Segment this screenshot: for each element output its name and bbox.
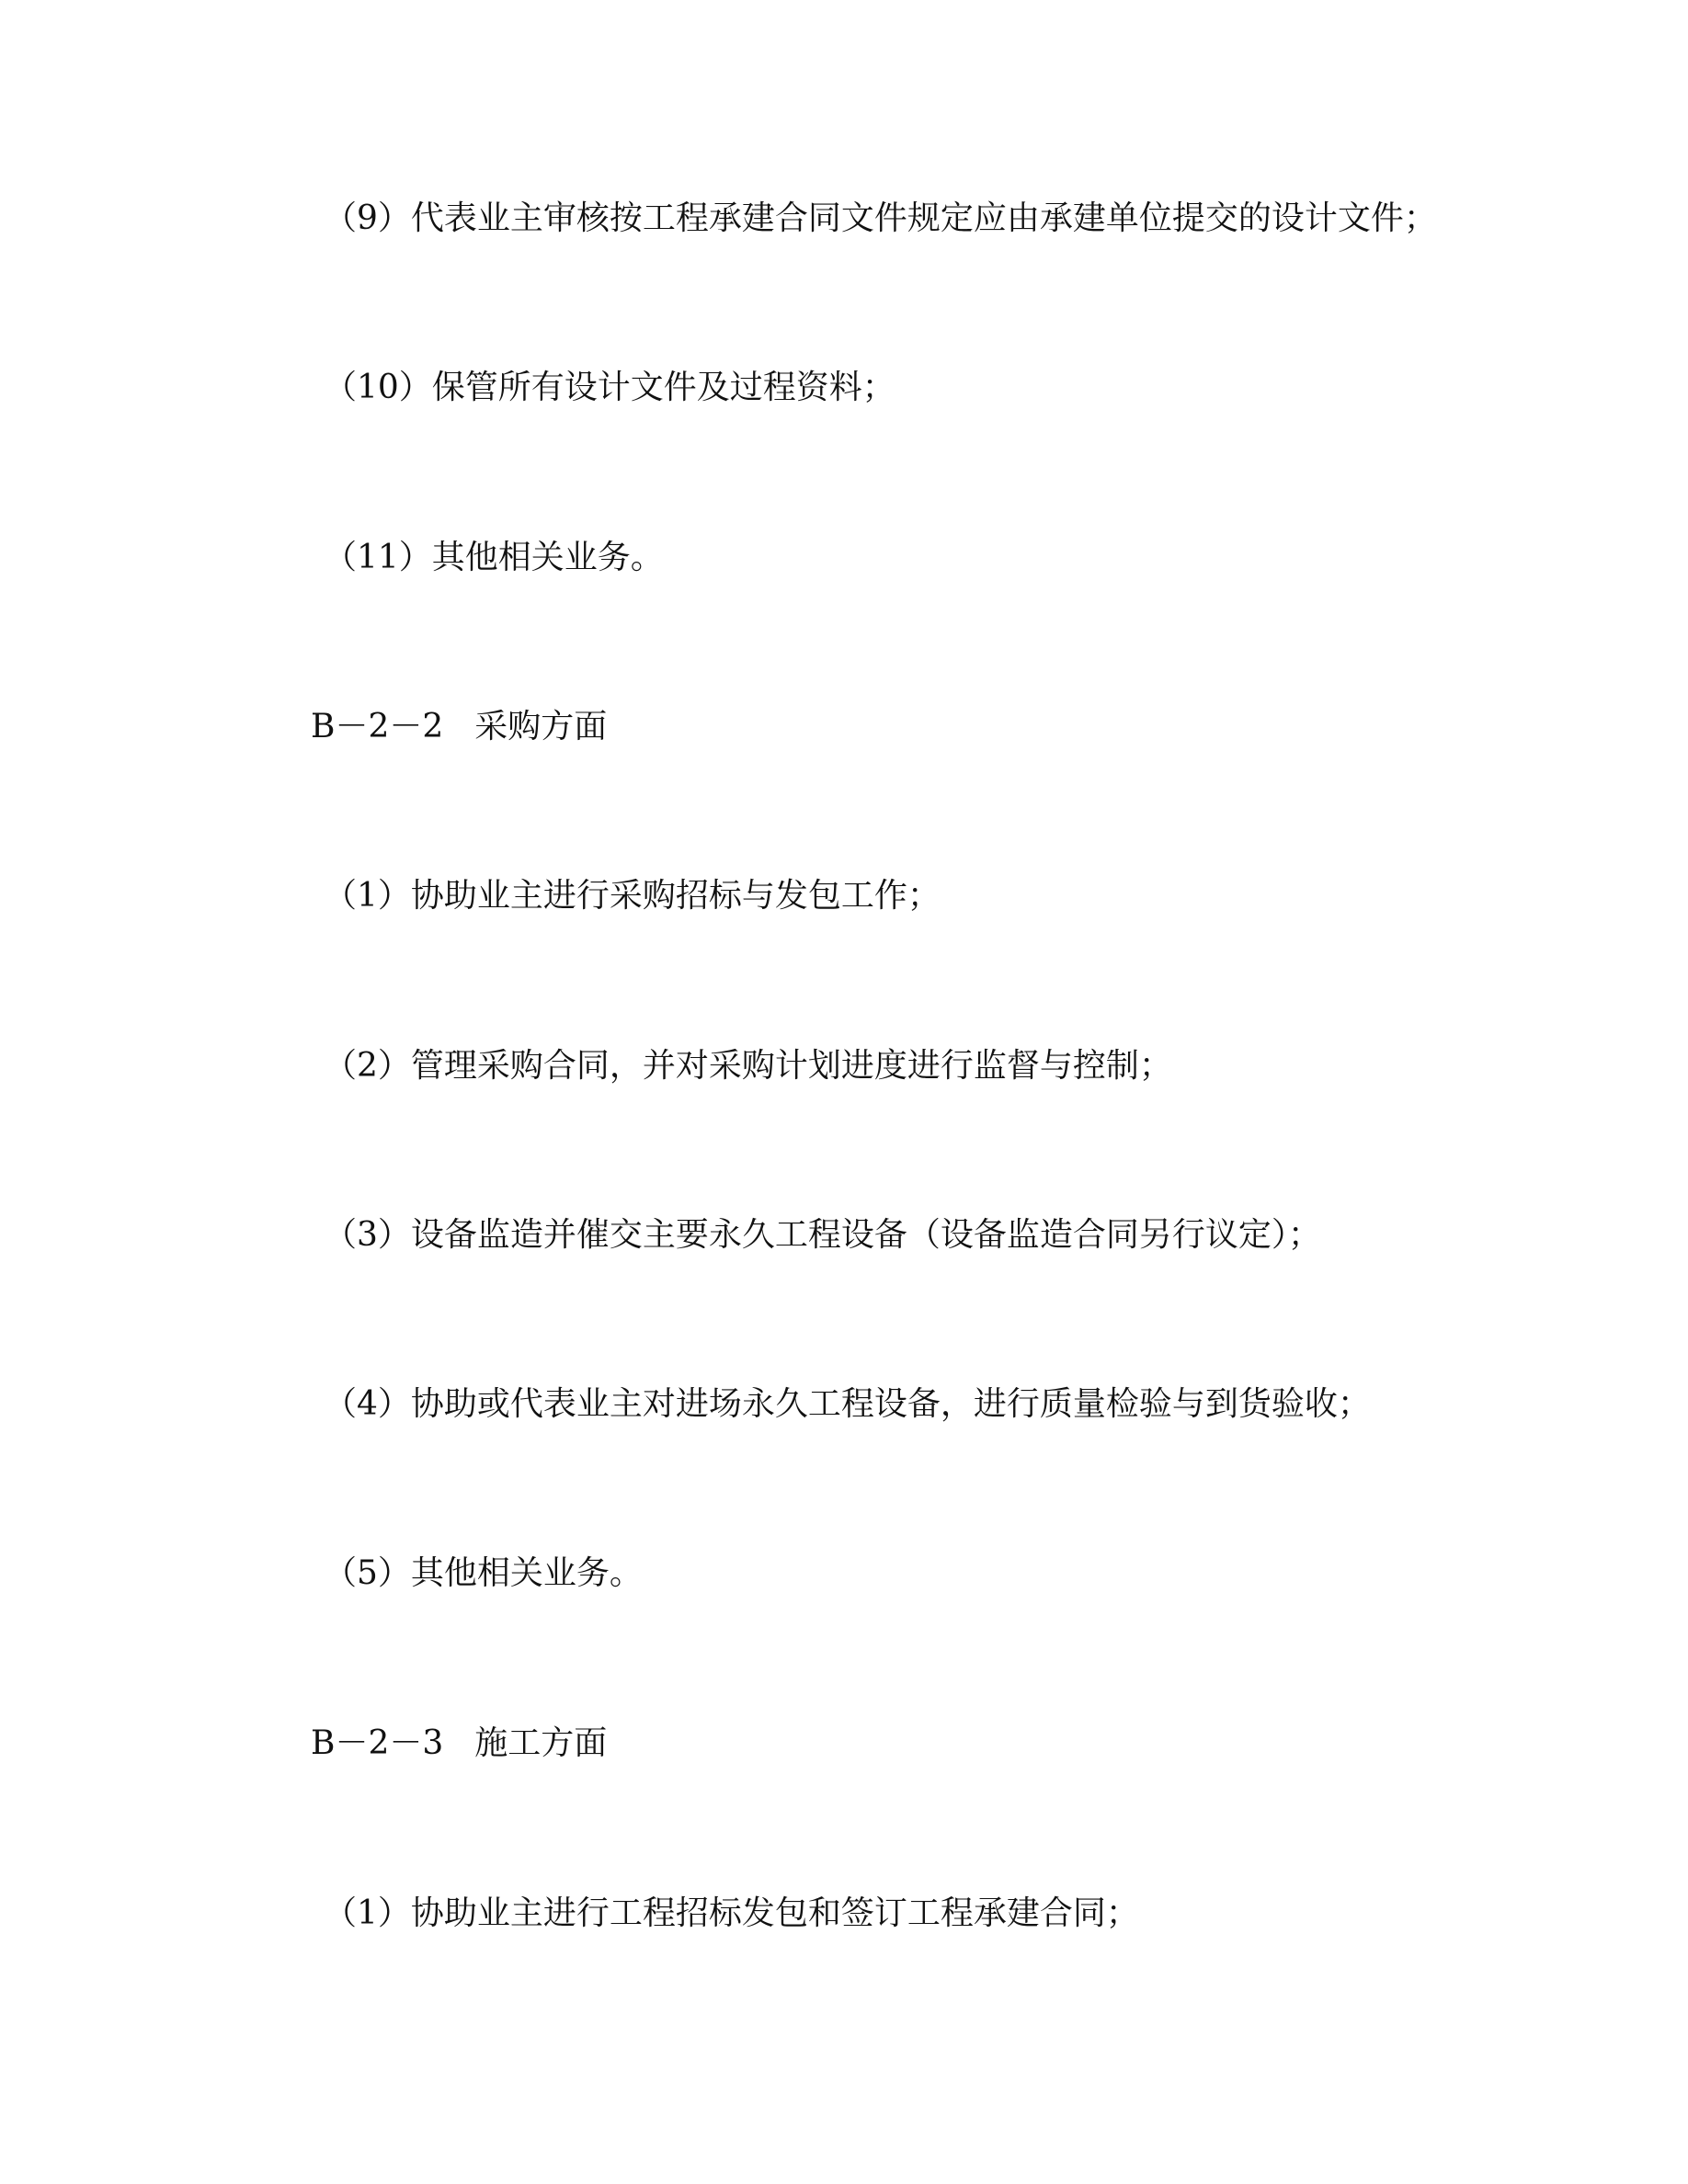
list-item-procurement-2: （2）管理采购合同，并对采购计划进度进行监督与控制； <box>324 1047 1172 1085</box>
list-item-construction-1: （1）协助业主进行工程招标发包和签订工程承建合同； <box>324 1894 1139 1932</box>
list-item-procurement-5: （5）其他相关业务。 <box>324 1554 643 1592</box>
list-item-procurement-1: （1）协助业主进行采购招标与发包工作； <box>324 877 941 915</box>
section-code: B－2－2 <box>311 708 444 745</box>
section-heading-procurement <box>311 707 607 747</box>
list-item-design-10: （10）保管所有设计文件及过程资料； <box>324 369 895 406</box>
section-code: B－2－3 <box>311 1724 444 1762</box>
list-item-design-9: （9）代表业主审核按工程承建合同文件规定应由承建单位提交的设计文件； <box>324 199 1437 237</box>
section-heading-construction <box>311 1723 607 1764</box>
list-item-design-11: （11）其他相关业务。 <box>324 539 664 576</box>
section-title: 施工方面 <box>474 1724 608 1762</box>
section-title: 采购方面 <box>474 708 608 745</box>
list-item-procurement-3: （3）设备监造并催交主要永久工程设备（设备监造合同另行议定）； <box>324 1216 1321 1254</box>
list-item-procurement-4: （4）协助或代表业主对进场永久工程设备，进行质量检验与到货验收； <box>324 1385 1371 1423</box>
